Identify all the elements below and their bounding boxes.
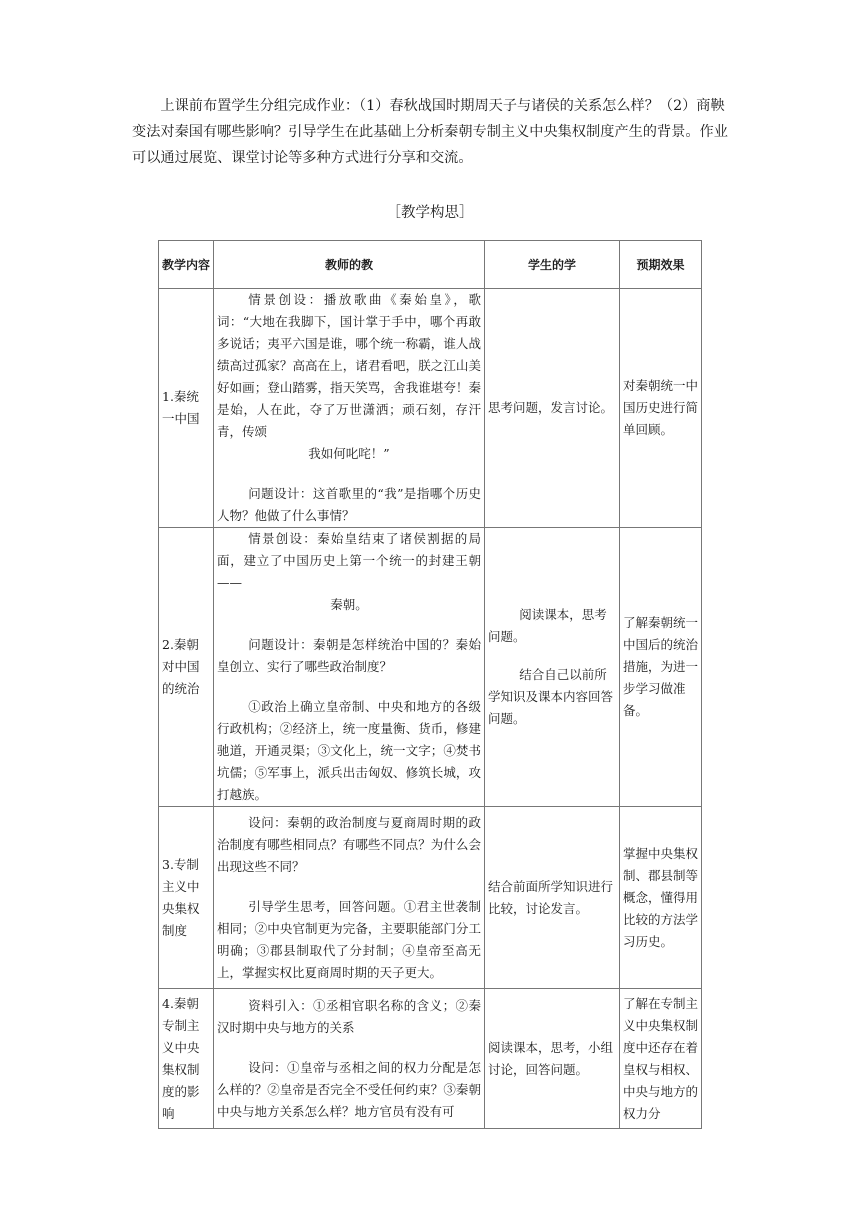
- topic-cell: 1.秦统一中国: [159, 289, 214, 528]
- table-row: [159, 289, 702, 528]
- teacher-cell: [214, 289, 485, 528]
- topic-cell: 2.秦朝对中国的统治: [159, 528, 214, 807]
- intro-paragraph: 上课前布置学生分组完成作业：（1）春秋战国时期周天子与诸侯的关系怎么样？（2）商鞅变法对秦国有哪些影响？引导学生在此基础上分析秦朝专制主义中央集权制度产生的背景。作业可以通过展览、课堂讨论等多种方式进行分享和交流。: [132, 98, 728, 166]
- effect-cell: [620, 989, 702, 1129]
- effect-text: 对秦朝统一中国历史进行简单回顾。: [623, 378, 699, 437]
- effect-text: 了解在专制主义中央集权制度中还存在着皇权与相权、中央与地方的权力分: [623, 995, 699, 1121]
- effect-text: 了解秦朝统一中国后的统治措施，为进一步学习做准备。: [623, 615, 699, 718]
- section-title: ［教学构思］: [386, 205, 474, 221]
- table-row: [159, 807, 702, 989]
- header-teacher: 教师的教: [214, 241, 485, 289]
- teacher-cell: [214, 807, 485, 989]
- teacher-text: 秦朝。: [330, 597, 368, 612]
- student-cell: [485, 528, 620, 807]
- effect-cell: [620, 807, 702, 989]
- student-cell: [485, 289, 620, 528]
- teacher-text: 问题设计：秦朝是怎样统治中国的？秦始皇创立、实行了哪些政治制度？: [217, 637, 481, 674]
- topic-cell: 3.专制主义中央集权制度: [159, 807, 214, 989]
- teacher-cell: [214, 528, 485, 807]
- effect-cell: [620, 528, 702, 807]
- teacher-cell: [214, 989, 485, 1129]
- teacher-text: ①政治上确立皇帝制、中央和地方的各级行政机构；②经济上，统一度量衡、货币，修建驰道，开通灵渠；③文化上，统一文字；④焚书坑儒；⑤军事上，派兵出击匈奴、修筑长城，攻打越族。: [217, 699, 481, 802]
- effect-cell: [620, 289, 702, 528]
- teacher-text: 问题设计：这首歌里的“我”是指哪个历史人物？他做了什么事情？: [217, 486, 481, 523]
- teacher-text: 情景创设：秦始皇结束了诸侯割据的局面，建立了中国历史上第一个统一的封建王朝——: [217, 531, 481, 590]
- teacher-text: 设问：①皇帝与丞相之间的权力分配是怎么样的？②皇帝是否完全不受任何约束？③秦朝中央与地方关系怎么样？地方官员有没有可: [217, 1059, 481, 1119]
- teaching-plan-table: [158, 240, 702, 1129]
- topic-cell: 4.秦朝专制主义中央集权制度的影响: [159, 989, 214, 1129]
- header-effect: 预期效果: [620, 241, 702, 289]
- table-row: [159, 989, 702, 1129]
- student-text: 阅读课本，思考，小组讨论，回答问题。: [488, 1039, 614, 1077]
- teacher-text: 资料引入：①丞相官职名称的含义；②秦汉时期中央与地方的关系: [217, 997, 481, 1035]
- teacher-text: 引导学生思考，回答问题。①君主世袭制相同；②中央官制更为完备，主要职能部门分工明确；③郡县制取代了分封制；④皇帝至高无上，掌握实权比夏商周时期的天子更大。: [217, 898, 481, 980]
- student-text: 思考问题，发言讨论。: [488, 400, 614, 415]
- student-text: 结合前面所学知识进行比较，讨论发言。: [488, 878, 614, 916]
- table-header-row: [159, 241, 702, 289]
- student-text: 结合自己以前所学知识及课本内容回答问题。: [488, 667, 614, 726]
- table-row: [159, 528, 702, 807]
- effect-text: 掌握中央集权制、郡县制等概念，懂得用比较的方法学习历史。: [623, 845, 699, 949]
- teacher-text: 我如何叱咤！”: [308, 446, 390, 461]
- header-student: 学生的学: [485, 241, 620, 289]
- student-cell: [485, 807, 620, 989]
- student-cell: [485, 989, 620, 1129]
- student-text: 阅读课本，思考问题。: [488, 607, 607, 644]
- teacher-text: 设问：秦朝的政治制度与夏商周时期的政治制度有哪些相同点？有哪些不同点？为什么会出现这些不同？: [217, 814, 481, 874]
- teacher-text: 情景创设：播放歌曲《秦始皇》，歌词：“大地在我脚下，国计掌于手中，哪个再敢多说话；夷平六国是谁，哪个统一称霸，谁人战绩高过孤家？高高在上，诸君看吧，朕之江山美好如画；登山踏雾，指天笑骂，舍我谁堪夸！秦是始，人在此，夺了万世潇洒；顽石刻，存汗青，传颂: [217, 292, 481, 439]
- header-topic: 教学内容: [159, 241, 214, 289]
